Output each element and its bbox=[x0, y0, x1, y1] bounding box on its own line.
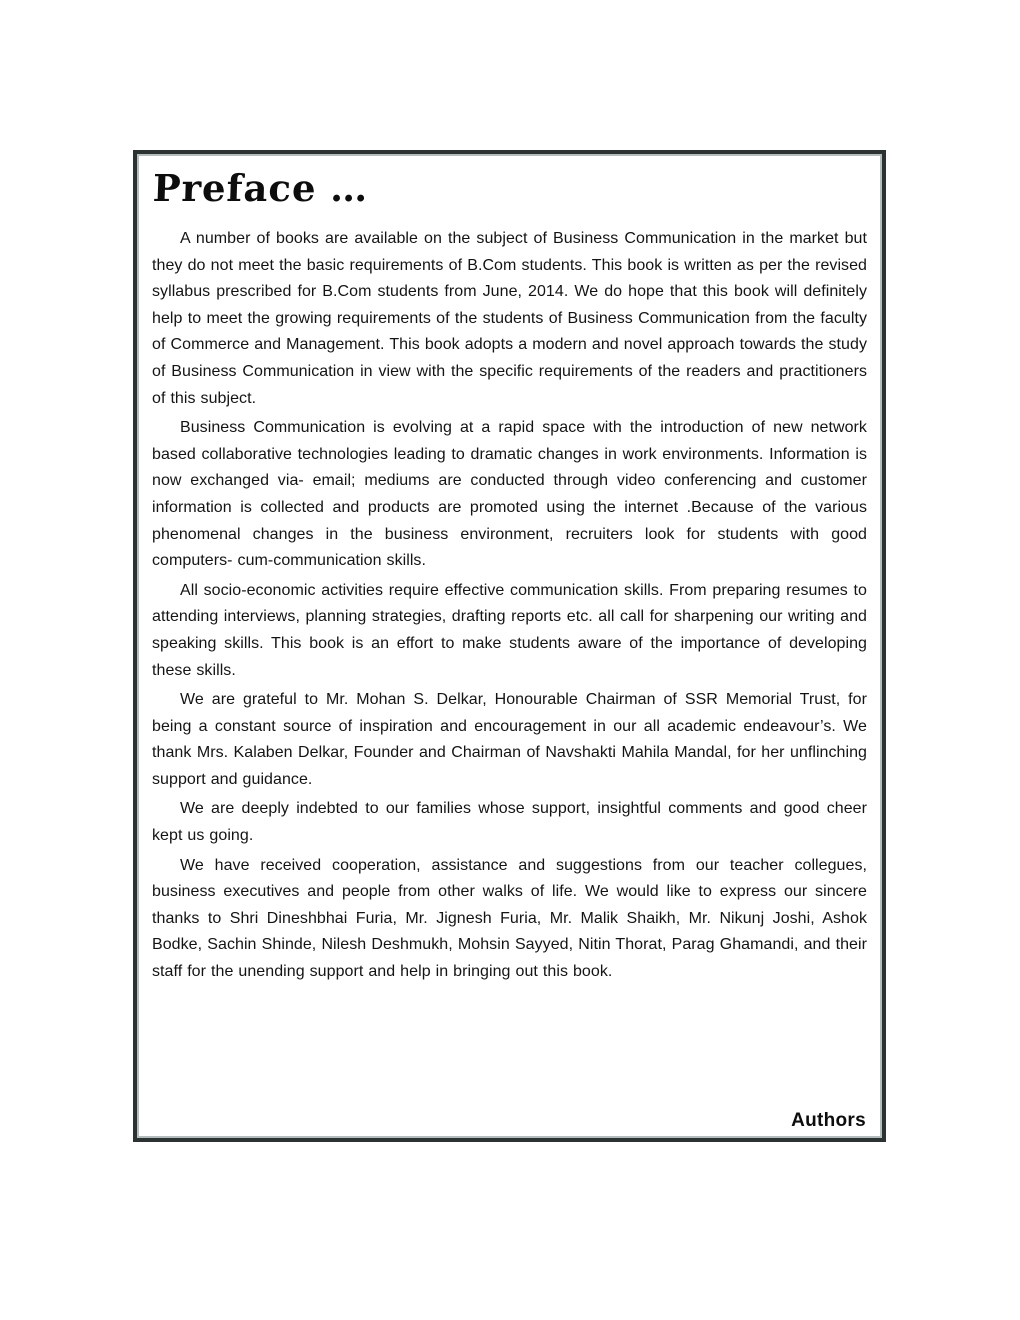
page-inner-frame bbox=[137, 154, 882, 1138]
preface-body bbox=[152, 226, 867, 986]
paragraph-families: We are deeply indebted to our families whose support, insightful comments and good cheer kept us going. bbox=[152, 800, 867, 845]
paragraph-acknowledgements: We have received cooperation, assistance and suggestions from our teacher collegues, business executives and people from other walks of life. We would like to express our sincere thanks to Shri Dineshbhai Furia, Mr. Jignesh Furia, Mr. Malik Shaikh, Mr. Nikunj Joshi, Ashok Bodke, Sachin Shinde, Nilesh Deshmukh, Mohsin Sayyed, Nitin Thorat, Parag Ghamandi, and their staff for the unending support and help in bringing out this book. bbox=[152, 856, 867, 981]
paragraph-gratitude-trust: We are grateful to Mr. Mohan S. Delkar, Honourable Chairman of SSR Memorial Trust, for being a constant source of inspiration and encouragement in our all academic endeavour’s. We thank Mrs. Kalaben Delkar, Founder and Chairman of Navshakti Mahila Mandal, for her unflinching support and guidance. bbox=[152, 691, 867, 788]
authors-signature: Authors bbox=[791, 1110, 866, 1131]
page-border-frame bbox=[133, 150, 886, 1142]
paragraph-skills: All socio-economic activities require effective communication skills. From preparing resumes to attending interviews, planning strategies, drafting reports etc. all call for sharpening our writing and speaking skills. This book is an effort to make students aware of the importance of developing these skills. bbox=[152, 581, 867, 679]
paragraph-evolution: Business Communication is evolving at a rapid space with the introduction of new network based collaborative technologies leading to dramatic changes in work environments. Information is now exchanged via- email; mediums are conducted through video conferencing and customer information is collected and products are promoted using the internet .Because of the various phenomenal changes in the business environment, recruiters look for students with good computers- cum-communication skills. bbox=[152, 419, 867, 570]
page-title: Preface … bbox=[152, 166, 370, 210]
paragraph-intro: A number of books are available on the subject of Business Communication in the market but they do not meet the basic requirements of B.Com students. This book is written as per the revised syllabus prescribed for B.Com students from June, 2014. We do hope that this book will definitely help to meet the growing requirements of the students of Business Communication from the faculty of Commerce and Management. This book adopts a modern and novel approach towards the study of Business Communication in view with the specific requirements of the readers and practitioners of this subject. bbox=[152, 230, 867, 407]
